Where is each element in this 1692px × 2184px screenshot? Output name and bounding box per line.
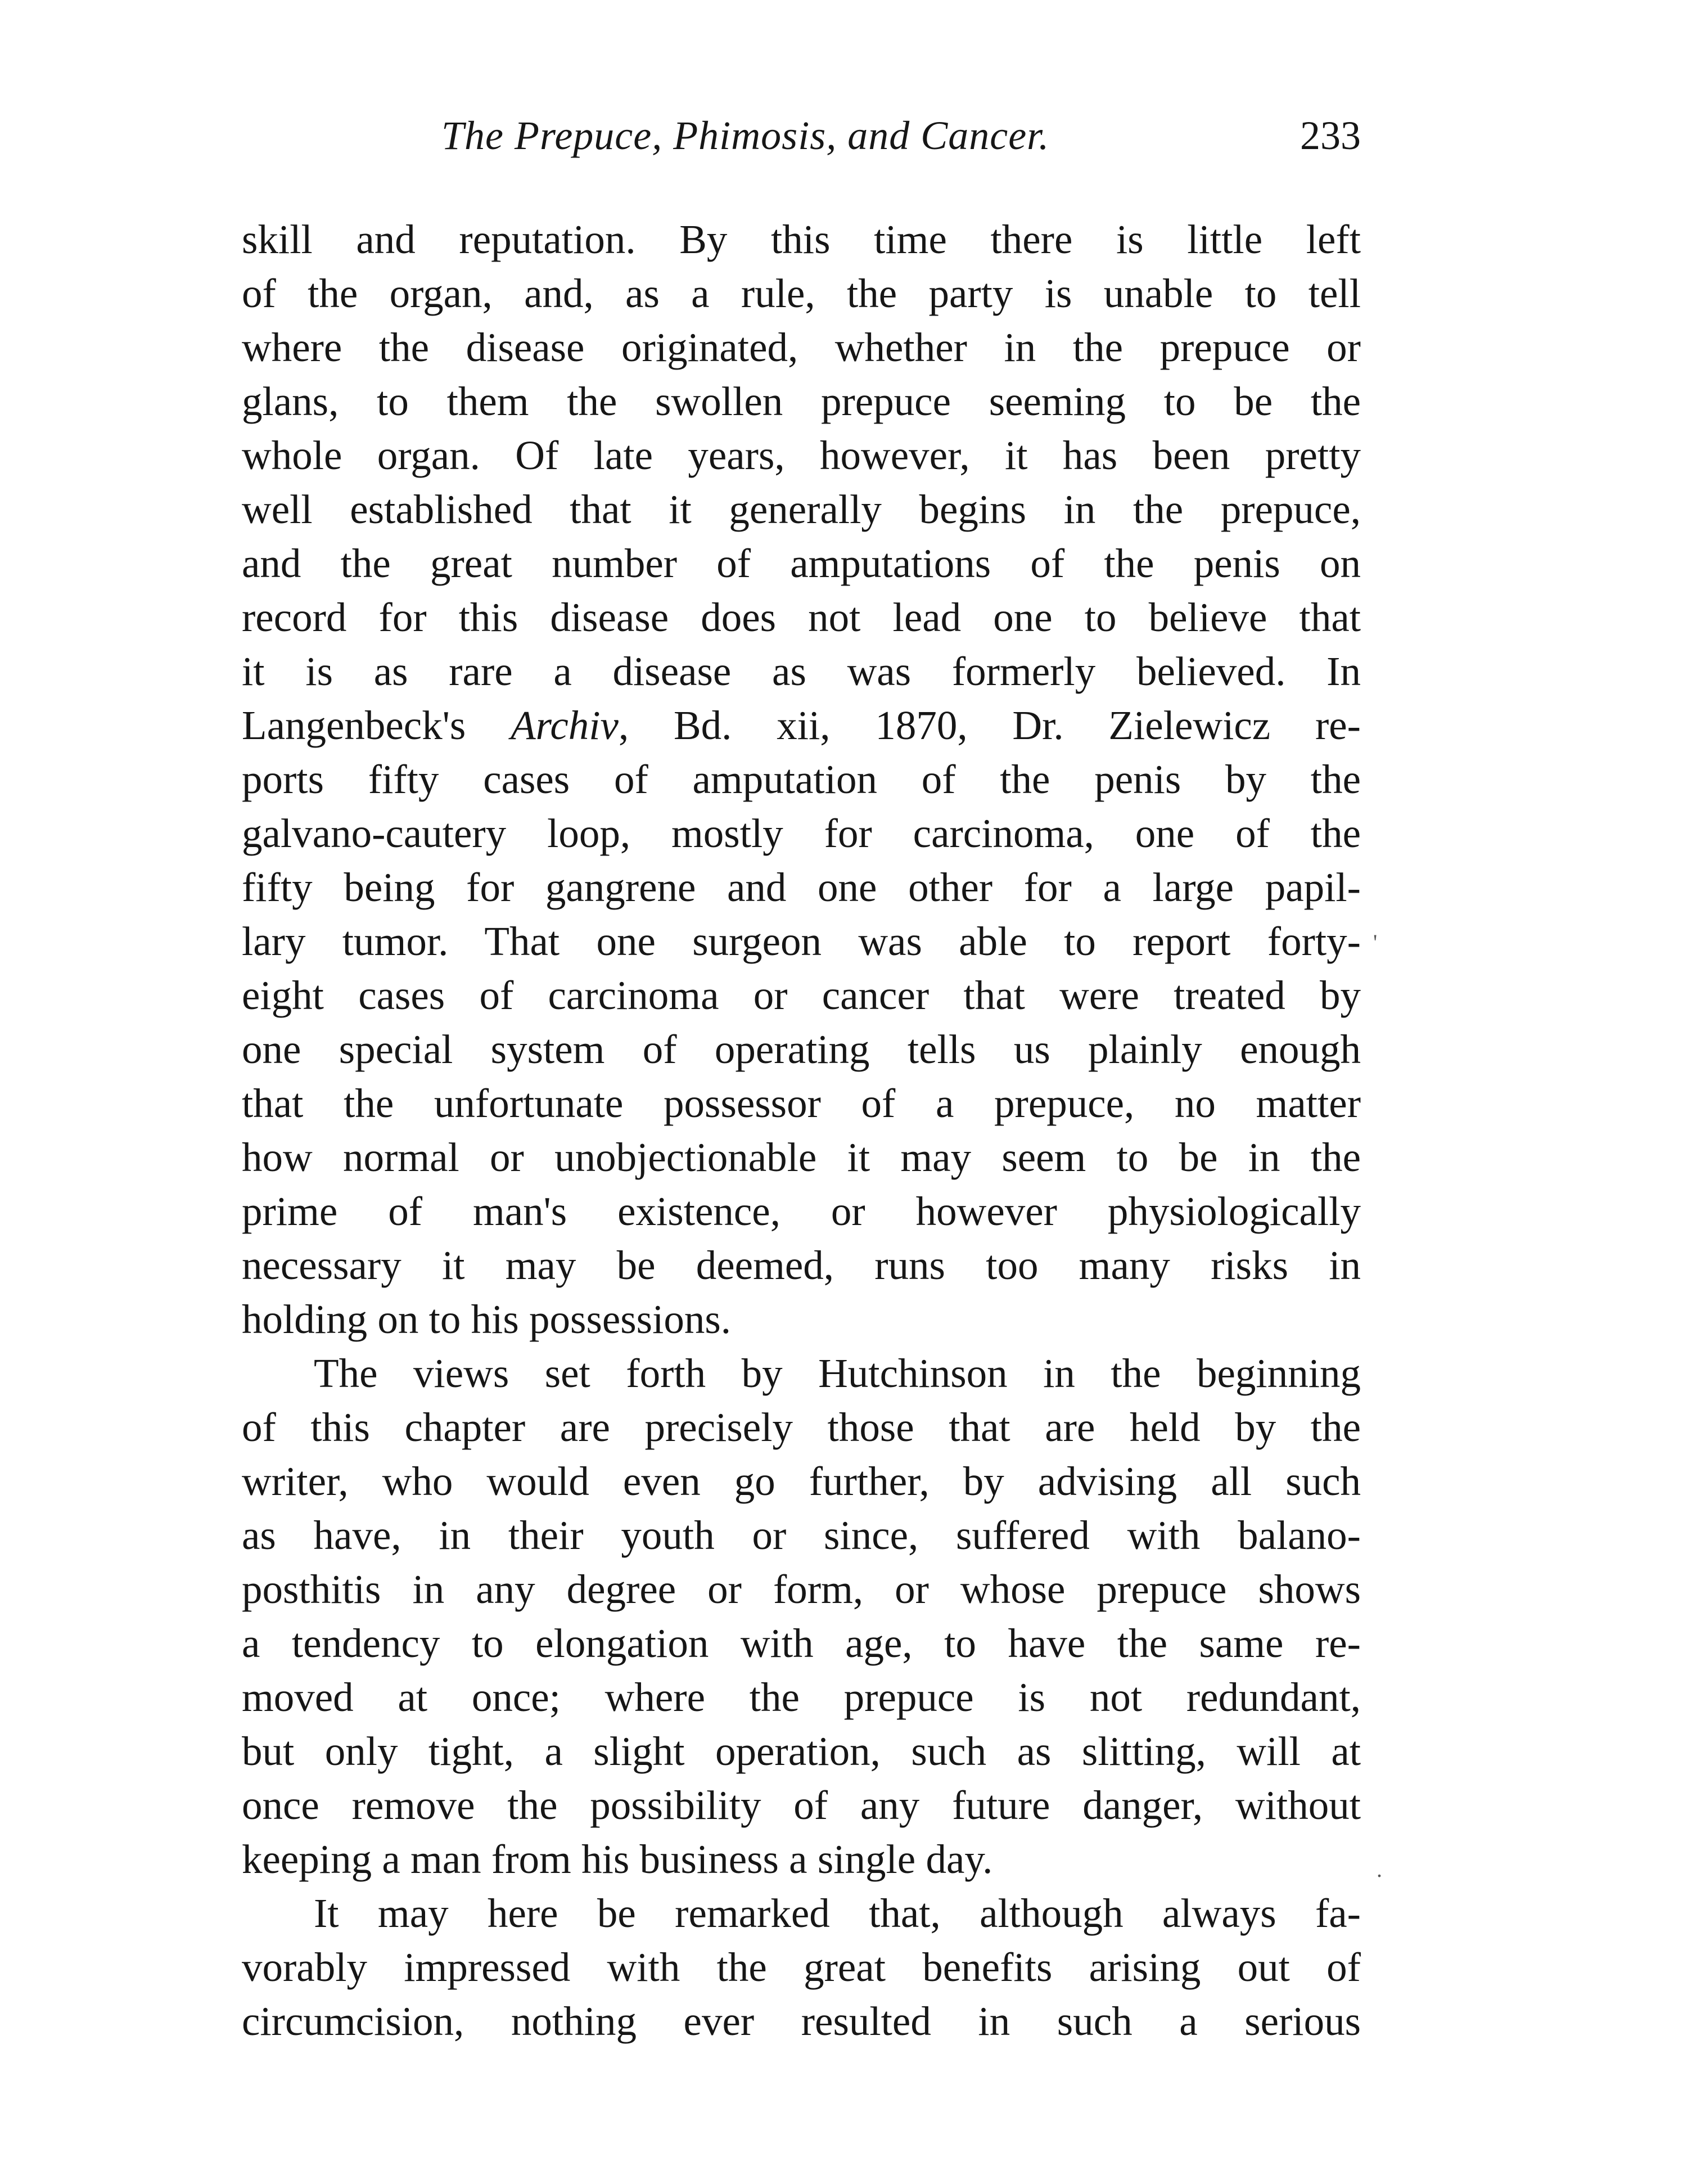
- margin-speck: ': [1373, 930, 1378, 955]
- running-head-title: The Prepuce, Phimosis, and Cancer.: [441, 113, 1050, 158]
- text-line: of this chapter are precisely those that are held by the: [242, 1404, 1361, 1450]
- text-line: keeping a man from his business a single day.: [242, 1836, 993, 1882]
- text-line: vorably impressed with the great benefits arising out of: [242, 1944, 1361, 1990]
- paragraph-3: [242, 1886, 1361, 2048]
- text-line: skill and reputation. By this time there is little left: [242, 217, 1361, 262]
- text-line: that the unfortunate possessor of a prepuce, no matter: [242, 1080, 1361, 1126]
- text-line: ports fifty cases of amputation of the penis by the: [242, 756, 1361, 802]
- text-line: writer, who would even go further, by advising all such: [242, 1458, 1361, 1504]
- paragraph-1: [242, 213, 1361, 1347]
- text-line: record for this disease does not lead one to believe that: [242, 595, 1361, 640]
- text-line: holding on to his possessions.: [242, 1296, 732, 1342]
- running-head: [242, 112, 1361, 174]
- text-line: moved at once; where the prepuce is not redundant,: [242, 1674, 1361, 1720]
- text-line: it is as rare a disease as was formerly believed. In: [242, 649, 1361, 694]
- text-line: once remove the possibility of any future danger, without: [242, 1782, 1361, 1828]
- journal-title: Archiv: [511, 703, 619, 748]
- text-line: necessary it may be deemed, runs too many risks in: [242, 1242, 1361, 1288]
- text-line: lary tumor. That one surgeon was able to report forty-: [242, 918, 1361, 964]
- text-line: posthitis in any degree or form, or whose prepuce shows: [242, 1566, 1361, 1612]
- text-line: whole organ. Of late years, however, it has been pretty: [242, 433, 1361, 478]
- margin-speck: .: [1377, 1857, 1382, 1882]
- page-number: 233: [1300, 113, 1361, 158]
- body-text: [242, 213, 1361, 2048]
- text-line: prime of man's existence, or however physiologically: [242, 1188, 1361, 1234]
- text-line: one special system of operating tells us plainly enough: [242, 1026, 1361, 1072]
- text-line: circumcision, nothing ever resulted in such a serious: [242, 1998, 1361, 2044]
- text-line: but only tight, a slight operation, such as slitting, will at: [242, 1728, 1361, 1774]
- text-line: as have, in their youth or since, suffered with balano-: [242, 1512, 1361, 1558]
- text-line: of the organ, and, as a rule, the party is unable to tell: [242, 271, 1361, 316]
- text-line: glans, to them the swollen prepuce seeming to be the: [242, 379, 1361, 424]
- text-line: The views set forth by Hutchinson in the beginning: [314, 1350, 1361, 1396]
- text-line: Langenbeck's Archiv, Bd. xii, 1870, Dr. Zielewicz re-: [242, 703, 1361, 748]
- text-line: a tendency to elongation with age, to have the same re-: [242, 1620, 1361, 1666]
- text-line: fifty being for gangrene and one other for a large papil-: [242, 864, 1361, 910]
- text-line: where the disease originated, whether in the prepuce or: [242, 325, 1361, 370]
- text-line: It may here be remarked that, although always fa-: [314, 1890, 1361, 1936]
- text-line: well established that it generally begins in the prepuce,: [242, 487, 1361, 532]
- text-line: and the great number of amputations of the penis on: [242, 541, 1361, 586]
- paragraph-2: [242, 1347, 1361, 1886]
- text-line: eight cases of carcinoma or cancer that were treated by: [242, 972, 1361, 1018]
- text-line: how normal or unobjectionable it may seem to be in the: [242, 1134, 1361, 1180]
- text-line: galvano-cautery loop, mostly for carcinoma, one of the: [242, 810, 1361, 856]
